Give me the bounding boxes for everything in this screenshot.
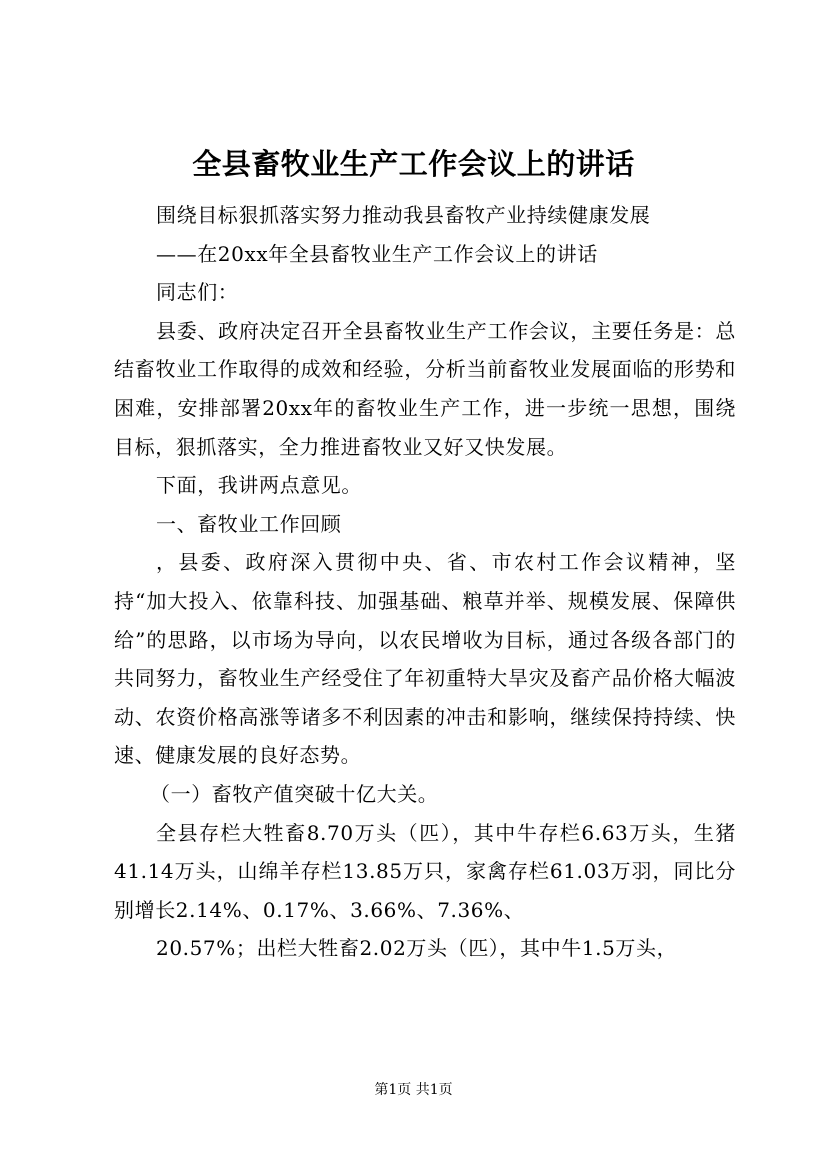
page-footer: 第1页 共1页 — [374, 1082, 453, 1098]
section-heading-review: 一、畜牧业工作回顾 — [156, 511, 342, 536]
salutation: 同志们： — [156, 280, 239, 305]
paragraph-review: ，县委、政府深入贯彻中央、省、市农村工作会议精神，坚持“加大投入、依靠科技、加强基础、粮草并举、规模发展、保障供给”的思路，以市场为导向，以农民增收为目标，通过各级各部门的共同努力，畜牧业生产经受住了年初重特大旱灾及畜产品价格大幅波动、农资价格高涨等诸多不利因素的冲击和影响，继续保持持续、快速、健康发展的良好态势。 — [114, 550, 736, 768]
paragraph-outline: 下面，我讲两点意见。 — [156, 473, 362, 498]
paragraph-livestock-stock: 全县存栏大牲畜8.70万头（匹），其中牛存栏6.63万头，生猪41.14万头，山绵羊存栏13.85万只，家禽存栏61.03万羽，同比分别增长2.14%、0.17%、3.66%、7.36%、 — [114, 820, 736, 922]
speech-occasion: ——在20xx年全县畜牧业生产工作会议上的讲话 — [156, 241, 598, 266]
paragraph-livestock-output: 20.57%；出栏大牲畜2.02万头（匹），其中牛1.5万头， — [156, 936, 678, 961]
document-body — [114, 196, 736, 968]
speech-subtitle: 围绕目标狠抓落实努力推动我县畜牧产业持续健康发展 — [156, 203, 651, 227]
document-title: 全县畜牧业生产工作会议上的讲话 — [192, 147, 635, 181]
paragraph-intro: 县委、政府决定召开全县畜牧业生产工作会议，主要任务是：总结畜牧业工作取得的成效和经验，分析当前畜牧业发展面临的形势和困难，安排部署20xx年的畜牧业生产工作，进一步统一思想，围绕目标，狠抓落实，全力推进畜牧业又好又快发展。 — [114, 318, 736, 459]
subsection-heading-output: （一）畜牧产值突破十亿大关。 — [150, 781, 439, 806]
